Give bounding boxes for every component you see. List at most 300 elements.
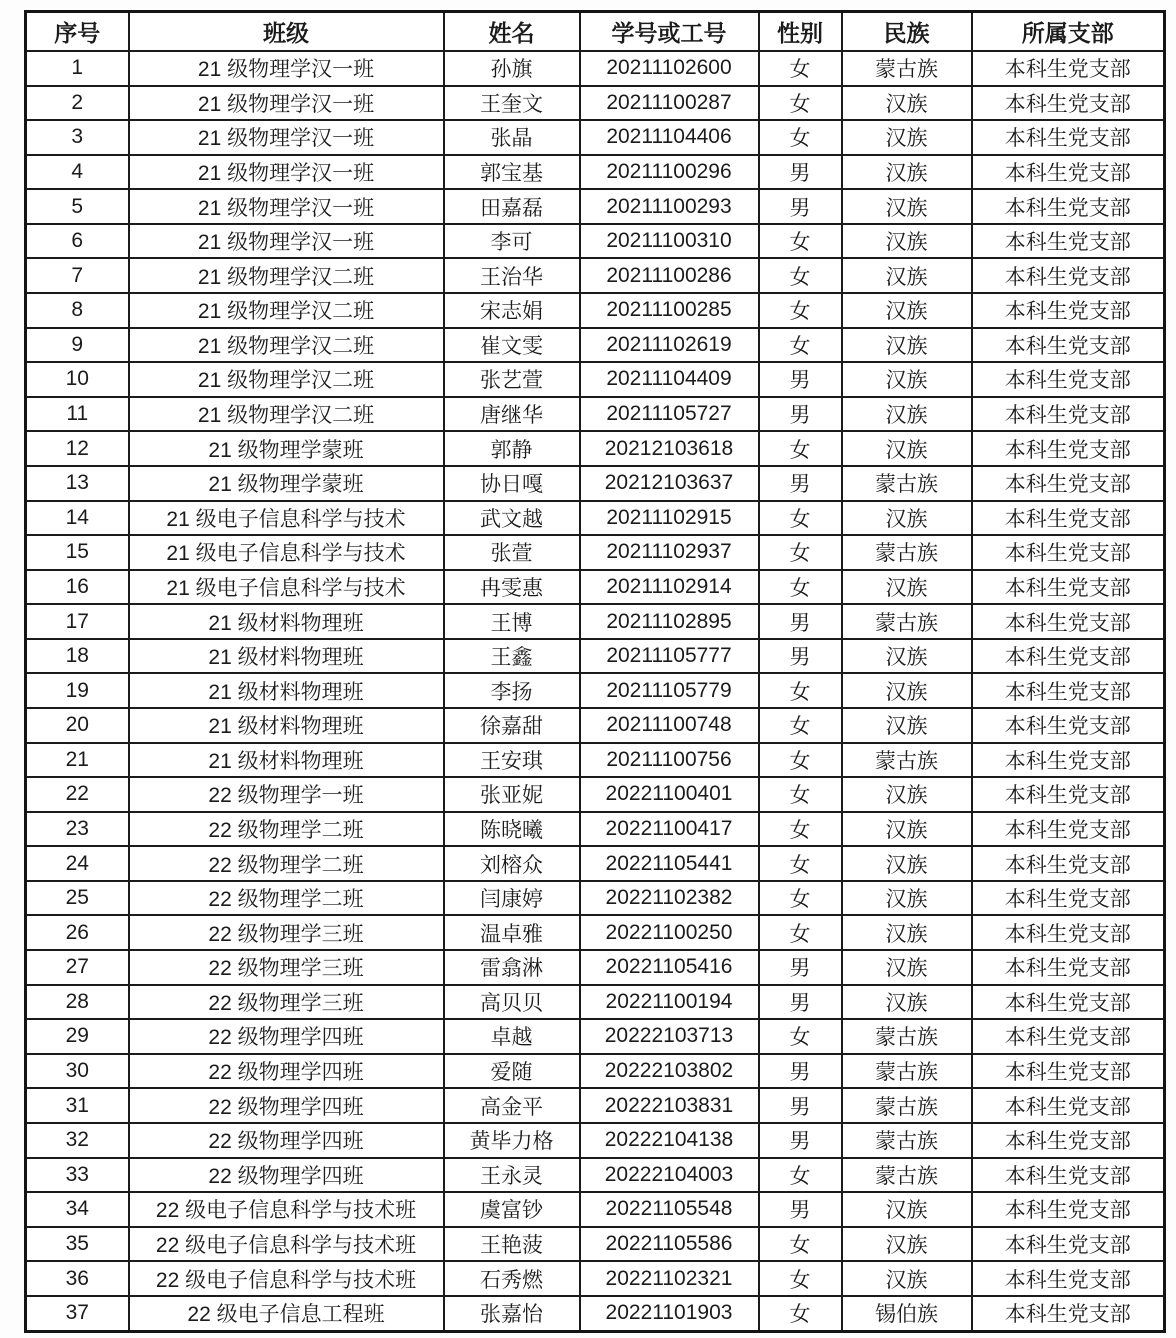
cell-index: 21 (26, 743, 129, 778)
cell-name: 高金平 (444, 1088, 580, 1123)
cell-name: 王鑫 (444, 639, 580, 674)
cell-gender: 女 (759, 915, 842, 950)
cell-gender: 女 (759, 708, 842, 743)
cell-class: 21 级物理学蒙班 (129, 466, 444, 501)
cell-branch: 本科生党支部 (972, 466, 1165, 501)
cell-class: 22 级物理学三班 (129, 950, 444, 985)
cell-index: 23 (26, 812, 129, 847)
cell-ethnicity: 蒙古族 (842, 1158, 972, 1193)
cell-gender: 女 (759, 293, 842, 328)
cell-name: 闫康婷 (444, 881, 580, 916)
cell-gender: 男 (759, 362, 842, 397)
cell-class: 22 级物理学二班 (129, 812, 444, 847)
cell-student-id: 20211102619 (580, 328, 759, 363)
cell-gender: 女 (759, 328, 842, 363)
cell-branch: 本科生党支部 (972, 915, 1165, 950)
cell-ethnicity: 汉族 (842, 155, 972, 190)
cell-index: 14 (26, 501, 129, 536)
cell-class: 21 级材料物理班 (129, 639, 444, 674)
cell-gender: 女 (759, 535, 842, 570)
cell-branch: 本科生党支部 (972, 570, 1165, 605)
cell-ethnicity: 汉族 (842, 431, 972, 466)
cell-student-id: 20221101903 (580, 1296, 759, 1332)
cell-student-id: 20211102895 (580, 604, 759, 639)
cell-index: 37 (26, 1296, 129, 1332)
cell-index: 19 (26, 673, 129, 708)
cell-class: 21 级材料物理班 (129, 708, 444, 743)
table-row (26, 535, 1165, 570)
cell-gender: 女 (759, 431, 842, 466)
cell-student-id: 20222103802 (580, 1054, 759, 1089)
cell-class: 21 级物理学汉一班 (129, 86, 444, 121)
cell-name: 冉雯惠 (444, 570, 580, 605)
table-row (26, 673, 1165, 708)
table-row (26, 985, 1165, 1020)
cell-student-id: 20211102937 (580, 535, 759, 570)
cell-branch: 本科生党支部 (972, 397, 1165, 432)
cell-class: 21 级物理学汉一班 (129, 224, 444, 259)
cell-index: 27 (26, 950, 129, 985)
cell-branch: 本科生党支部 (972, 985, 1165, 1020)
cell-name: 唐继华 (444, 397, 580, 432)
cell-class: 21 级物理学汉一班 (129, 120, 444, 155)
cell-name: 郭静 (444, 431, 580, 466)
cell-branch: 本科生党支部 (972, 777, 1165, 812)
cell-class: 22 级物理学四班 (129, 1158, 444, 1193)
cell-name: 张萱 (444, 535, 580, 570)
cell-student-id: 20211105779 (580, 673, 759, 708)
table-row (26, 466, 1165, 501)
table-row (26, 51, 1165, 86)
cell-class: 21 级物理学蒙班 (129, 431, 444, 466)
cell-ethnicity: 蒙古族 (842, 51, 972, 86)
cell-name: 张亚妮 (444, 777, 580, 812)
cell-ethnicity: 蒙古族 (842, 535, 972, 570)
cell-student-id: 20222103713 (580, 1019, 759, 1054)
cell-branch: 本科生党支部 (972, 1123, 1165, 1158)
cell-name: 田嘉磊 (444, 189, 580, 224)
table-row (26, 189, 1165, 224)
cell-branch: 本科生党支部 (972, 120, 1165, 155)
cell-ethnicity: 锡伯族 (842, 1296, 972, 1332)
cell-name: 武文越 (444, 501, 580, 536)
cell-gender: 女 (759, 224, 842, 259)
table-row (26, 1158, 1165, 1193)
cell-branch: 本科生党支部 (972, 328, 1165, 363)
cell-class: 22 级物理学四班 (129, 1123, 444, 1158)
cell-class: 22 级物理学三班 (129, 915, 444, 950)
cell-class: 21 级物理学汉二班 (129, 328, 444, 363)
cell-name: 王安琪 (444, 743, 580, 778)
cell-branch: 本科生党支部 (972, 431, 1165, 466)
cell-ethnicity: 蒙古族 (842, 466, 972, 501)
table-row (26, 362, 1165, 397)
cell-gender: 男 (759, 1123, 842, 1158)
cell-name: 孙旗 (444, 51, 580, 86)
cell-name: 石秀燃 (444, 1261, 580, 1296)
cell-class: 21 级电子信息科学与技术 (129, 535, 444, 570)
cell-gender: 男 (759, 639, 842, 674)
cell-name: 温卓雅 (444, 915, 580, 950)
cell-name: 王艳菠 (444, 1227, 580, 1262)
cell-branch: 本科生党支部 (972, 86, 1165, 121)
cell-ethnicity: 汉族 (842, 1261, 972, 1296)
header-name: 姓名 (444, 12, 580, 52)
cell-class: 22 级物理学四班 (129, 1019, 444, 1054)
cell-class: 22 级电子信息科学与技术班 (129, 1261, 444, 1296)
cell-name: 张晶 (444, 120, 580, 155)
cell-class: 21 级物理学汉二班 (129, 258, 444, 293)
table-row (26, 1227, 1165, 1262)
cell-student-id: 20211100287 (580, 86, 759, 121)
cell-name: 陈晓曦 (444, 812, 580, 847)
cell-ethnicity: 汉族 (842, 258, 972, 293)
cell-branch: 本科生党支部 (972, 155, 1165, 190)
cell-class: 21 级电子信息科学与技术 (129, 570, 444, 605)
table-row (26, 812, 1165, 847)
cell-name: 李可 (444, 224, 580, 259)
cell-branch: 本科生党支部 (972, 1296, 1165, 1332)
cell-gender: 女 (759, 777, 842, 812)
cell-class: 21 级材料物理班 (129, 604, 444, 639)
cell-student-id: 20211102915 (580, 501, 759, 536)
cell-gender: 女 (759, 86, 842, 121)
cell-student-id: 20211100293 (580, 189, 759, 224)
cell-branch: 本科生党支部 (972, 1158, 1165, 1193)
header-ethnicity: 民族 (842, 12, 972, 52)
cell-index: 7 (26, 258, 129, 293)
cell-class: 22 级物理学一班 (129, 777, 444, 812)
cell-index: 15 (26, 535, 129, 570)
cell-index: 9 (26, 328, 129, 363)
cell-student-id: 20221100250 (580, 915, 759, 950)
cell-name: 虞富钞 (444, 1192, 580, 1227)
cell-gender: 女 (759, 51, 842, 86)
header-branch: 所属支部 (972, 12, 1165, 52)
cell-gender: 女 (759, 1019, 842, 1054)
cell-branch: 本科生党支部 (972, 224, 1165, 259)
cell-student-id: 20222103831 (580, 1088, 759, 1123)
cell-gender: 女 (759, 743, 842, 778)
table-row (26, 293, 1165, 328)
cell-branch: 本科生党支部 (972, 258, 1165, 293)
cell-class: 22 级电子信息科学与技术班 (129, 1192, 444, 1227)
cell-ethnicity: 汉族 (842, 397, 972, 432)
cell-index: 10 (26, 362, 129, 397)
cell-gender: 女 (759, 881, 842, 916)
cell-index: 26 (26, 915, 129, 950)
cell-class: 22 级电子信息工程班 (129, 1296, 444, 1332)
table-row (26, 743, 1165, 778)
cell-branch: 本科生党支部 (972, 812, 1165, 847)
cell-gender: 女 (759, 501, 842, 536)
cell-ethnicity: 汉族 (842, 570, 972, 605)
header-index: 序号 (26, 12, 129, 52)
cell-student-id: 20221105586 (580, 1227, 759, 1262)
cell-class: 21 级电子信息科学与技术 (129, 501, 444, 536)
cell-ethnicity: 汉族 (842, 639, 972, 674)
cell-student-id: 20221105548 (580, 1192, 759, 1227)
cell-index: 25 (26, 881, 129, 916)
cell-student-id: 20221102382 (580, 881, 759, 916)
cell-index: 28 (26, 985, 129, 1020)
cell-ethnicity: 汉族 (842, 777, 972, 812)
table-row (26, 915, 1165, 950)
table-row (26, 708, 1165, 743)
cell-ethnicity: 汉族 (842, 328, 972, 363)
cell-index: 1 (26, 51, 129, 86)
cell-name: 王永灵 (444, 1158, 580, 1193)
cell-branch: 本科生党支部 (972, 639, 1165, 674)
table-row (26, 1088, 1165, 1123)
cell-student-id: 20222104138 (580, 1123, 759, 1158)
cell-student-id: 20211100296 (580, 155, 759, 190)
table-row (26, 258, 1165, 293)
cell-gender: 男 (759, 1054, 842, 1089)
cell-name: 王博 (444, 604, 580, 639)
table-row (26, 846, 1165, 881)
cell-branch: 本科生党支部 (972, 362, 1165, 397)
cell-branch: 本科生党支部 (972, 743, 1165, 778)
student-roster-table (24, 10, 1166, 1333)
cell-class: 21 级材料物理班 (129, 673, 444, 708)
cell-gender: 男 (759, 604, 842, 639)
cell-gender: 女 (759, 258, 842, 293)
table-row (26, 881, 1165, 916)
table-row (26, 1192, 1165, 1227)
roster-sheet (24, 10, 1163, 1333)
cell-class: 22 级物理学三班 (129, 985, 444, 1020)
cell-name: 爱随 (444, 1054, 580, 1089)
cell-branch: 本科生党支部 (972, 604, 1165, 639)
cell-ethnicity: 汉族 (842, 950, 972, 985)
cell-index: 4 (26, 155, 129, 190)
cell-name: 张艺萱 (444, 362, 580, 397)
cell-branch: 本科生党支部 (972, 1054, 1165, 1089)
cell-ethnicity: 蒙古族 (842, 1054, 972, 1089)
table-row (26, 1261, 1165, 1296)
cell-index: 36 (26, 1261, 129, 1296)
cell-gender: 女 (759, 1296, 842, 1332)
cell-student-id: 20211100286 (580, 258, 759, 293)
cell-index: 8 (26, 293, 129, 328)
table-header-row (26, 12, 1165, 52)
cell-ethnicity: 汉族 (842, 846, 972, 881)
cell-ethnicity: 蒙古族 (842, 743, 972, 778)
cell-index: 29 (26, 1019, 129, 1054)
table-row (26, 431, 1165, 466)
cell-index: 18 (26, 639, 129, 674)
table-row (26, 777, 1165, 812)
cell-student-id: 20211100285 (580, 293, 759, 328)
cell-student-id: 20221102321 (580, 1261, 759, 1296)
cell-ethnicity: 汉族 (842, 293, 972, 328)
cell-class: 21 级物理学汉一班 (129, 189, 444, 224)
cell-student-id: 20221100417 (580, 812, 759, 847)
cell-branch: 本科生党支部 (972, 1019, 1165, 1054)
cell-student-id: 20212103618 (580, 431, 759, 466)
cell-name: 刘榕众 (444, 846, 580, 881)
cell-student-id: 20221105441 (580, 846, 759, 881)
cell-index: 24 (26, 846, 129, 881)
cell-name: 高贝贝 (444, 985, 580, 1020)
cell-class: 21 级物理学汉一班 (129, 51, 444, 86)
cell-student-id: 20211105727 (580, 397, 759, 432)
cell-gender: 男 (759, 397, 842, 432)
cell-branch: 本科生党支部 (972, 1088, 1165, 1123)
cell-name: 雷翕淋 (444, 950, 580, 985)
cell-gender: 女 (759, 1261, 842, 1296)
cell-class: 22 级物理学四班 (129, 1088, 444, 1123)
cell-gender: 女 (759, 673, 842, 708)
cell-ethnicity: 汉族 (842, 915, 972, 950)
cell-ethnicity: 汉族 (842, 1192, 972, 1227)
cell-student-id: 20211100310 (580, 224, 759, 259)
table-row (26, 570, 1165, 605)
cell-ethnicity: 汉族 (842, 86, 972, 121)
cell-branch: 本科生党支部 (972, 673, 1165, 708)
cell-gender: 男 (759, 189, 842, 224)
cell-name: 王治华 (444, 258, 580, 293)
cell-ethnicity: 汉族 (842, 708, 972, 743)
cell-gender: 男 (759, 1192, 842, 1227)
cell-student-id: 20221100401 (580, 777, 759, 812)
cell-student-id: 20221100194 (580, 985, 759, 1020)
cell-index: 3 (26, 120, 129, 155)
cell-name: 卓越 (444, 1019, 580, 1054)
cell-index: 31 (26, 1088, 129, 1123)
cell-name: 崔文雯 (444, 328, 580, 363)
cell-student-id: 20211102600 (580, 51, 759, 86)
cell-gender: 男 (759, 1088, 842, 1123)
cell-gender: 女 (759, 570, 842, 605)
cell-index: 34 (26, 1192, 129, 1227)
cell-branch: 本科生党支部 (972, 293, 1165, 328)
cell-index: 35 (26, 1227, 129, 1262)
cell-ethnicity: 汉族 (842, 189, 972, 224)
cell-gender: 女 (759, 812, 842, 847)
cell-student-id: 20211100748 (580, 708, 759, 743)
cell-gender: 女 (759, 120, 842, 155)
cell-branch: 本科生党支部 (972, 535, 1165, 570)
cell-gender: 女 (759, 846, 842, 881)
cell-branch: 本科生党支部 (972, 51, 1165, 86)
cell-name: 李扬 (444, 673, 580, 708)
cell-student-id: 20211100756 (580, 743, 759, 778)
cell-gender: 男 (759, 155, 842, 190)
cell-student-id: 20211105777 (580, 639, 759, 674)
cell-ethnicity: 汉族 (842, 812, 972, 847)
cell-index: 32 (26, 1123, 129, 1158)
cell-gender: 男 (759, 950, 842, 985)
table-row (26, 1296, 1165, 1332)
cell-gender: 男 (759, 985, 842, 1020)
cell-index: 20 (26, 708, 129, 743)
cell-branch: 本科生党支部 (972, 708, 1165, 743)
cell-student-id: 20212103637 (580, 466, 759, 501)
table-row (26, 501, 1165, 536)
cell-branch: 本科生党支部 (972, 1192, 1165, 1227)
cell-student-id: 20211102914 (580, 570, 759, 605)
cell-class: 22 级物理学四班 (129, 1054, 444, 1089)
table-row (26, 639, 1165, 674)
table-row (26, 224, 1165, 259)
cell-ethnicity: 汉族 (842, 985, 972, 1020)
cell-index: 11 (26, 397, 129, 432)
cell-index: 12 (26, 431, 129, 466)
cell-index: 2 (26, 86, 129, 121)
cell-ethnicity: 汉族 (842, 362, 972, 397)
cell-index: 33 (26, 1158, 129, 1193)
cell-branch: 本科生党支部 (972, 950, 1165, 985)
cell-index: 13 (26, 466, 129, 501)
cell-branch: 本科生党支部 (972, 1261, 1165, 1296)
cell-class: 21 级材料物理班 (129, 743, 444, 778)
cell-class: 21 级物理学汉二班 (129, 397, 444, 432)
cell-student-id: 20221105416 (580, 950, 759, 985)
cell-student-id: 20211104409 (580, 362, 759, 397)
cell-branch: 本科生党支部 (972, 501, 1165, 536)
cell-class: 21 级物理学汉二班 (129, 293, 444, 328)
cell-class: 22 级电子信息科学与技术班 (129, 1227, 444, 1262)
cell-name: 张嘉怡 (444, 1296, 580, 1332)
table-row (26, 328, 1165, 363)
cell-ethnicity: 汉族 (842, 501, 972, 536)
cell-index: 30 (26, 1054, 129, 1089)
cell-ethnicity: 蒙古族 (842, 1123, 972, 1158)
cell-index: 22 (26, 777, 129, 812)
table-row (26, 120, 1165, 155)
cell-class: 21 级物理学汉一班 (129, 155, 444, 190)
cell-index: 17 (26, 604, 129, 639)
cell-name: 徐嘉甜 (444, 708, 580, 743)
cell-index: 5 (26, 189, 129, 224)
cell-ethnicity: 汉族 (842, 881, 972, 916)
cell-student-id: 20222104003 (580, 1158, 759, 1193)
cell-branch: 本科生党支部 (972, 189, 1165, 224)
cell-class: 22 级物理学二班 (129, 881, 444, 916)
cell-branch: 本科生党支部 (972, 846, 1165, 881)
cell-name: 郭宝基 (444, 155, 580, 190)
cell-ethnicity: 蒙古族 (842, 604, 972, 639)
cell-name: 协日嘎 (444, 466, 580, 501)
header-gender: 性别 (759, 12, 842, 52)
table-row (26, 950, 1165, 985)
cell-index: 6 (26, 224, 129, 259)
cell-student-id: 20211104406 (580, 120, 759, 155)
header-student-id: 学号或工号 (580, 12, 759, 52)
cell-gender: 男 (759, 466, 842, 501)
cell-gender: 女 (759, 1227, 842, 1262)
cell-index: 16 (26, 570, 129, 605)
cell-ethnicity: 蒙古族 (842, 1019, 972, 1054)
header-class: 班级 (129, 12, 444, 52)
cell-name: 宋志娟 (444, 293, 580, 328)
cell-class: 21 级物理学汉二班 (129, 362, 444, 397)
table-row (26, 1123, 1165, 1158)
cell-ethnicity: 蒙古族 (842, 1088, 972, 1123)
cell-gender: 女 (759, 1158, 842, 1193)
cell-ethnicity: 汉族 (842, 1227, 972, 1262)
table-row (26, 86, 1165, 121)
cell-ethnicity: 汉族 (842, 224, 972, 259)
cell-branch: 本科生党支部 (972, 881, 1165, 916)
cell-class: 22 级物理学二班 (129, 846, 444, 881)
table-row (26, 1054, 1165, 1089)
table-row (26, 155, 1165, 190)
table-row (26, 604, 1165, 639)
table-row (26, 1019, 1165, 1054)
